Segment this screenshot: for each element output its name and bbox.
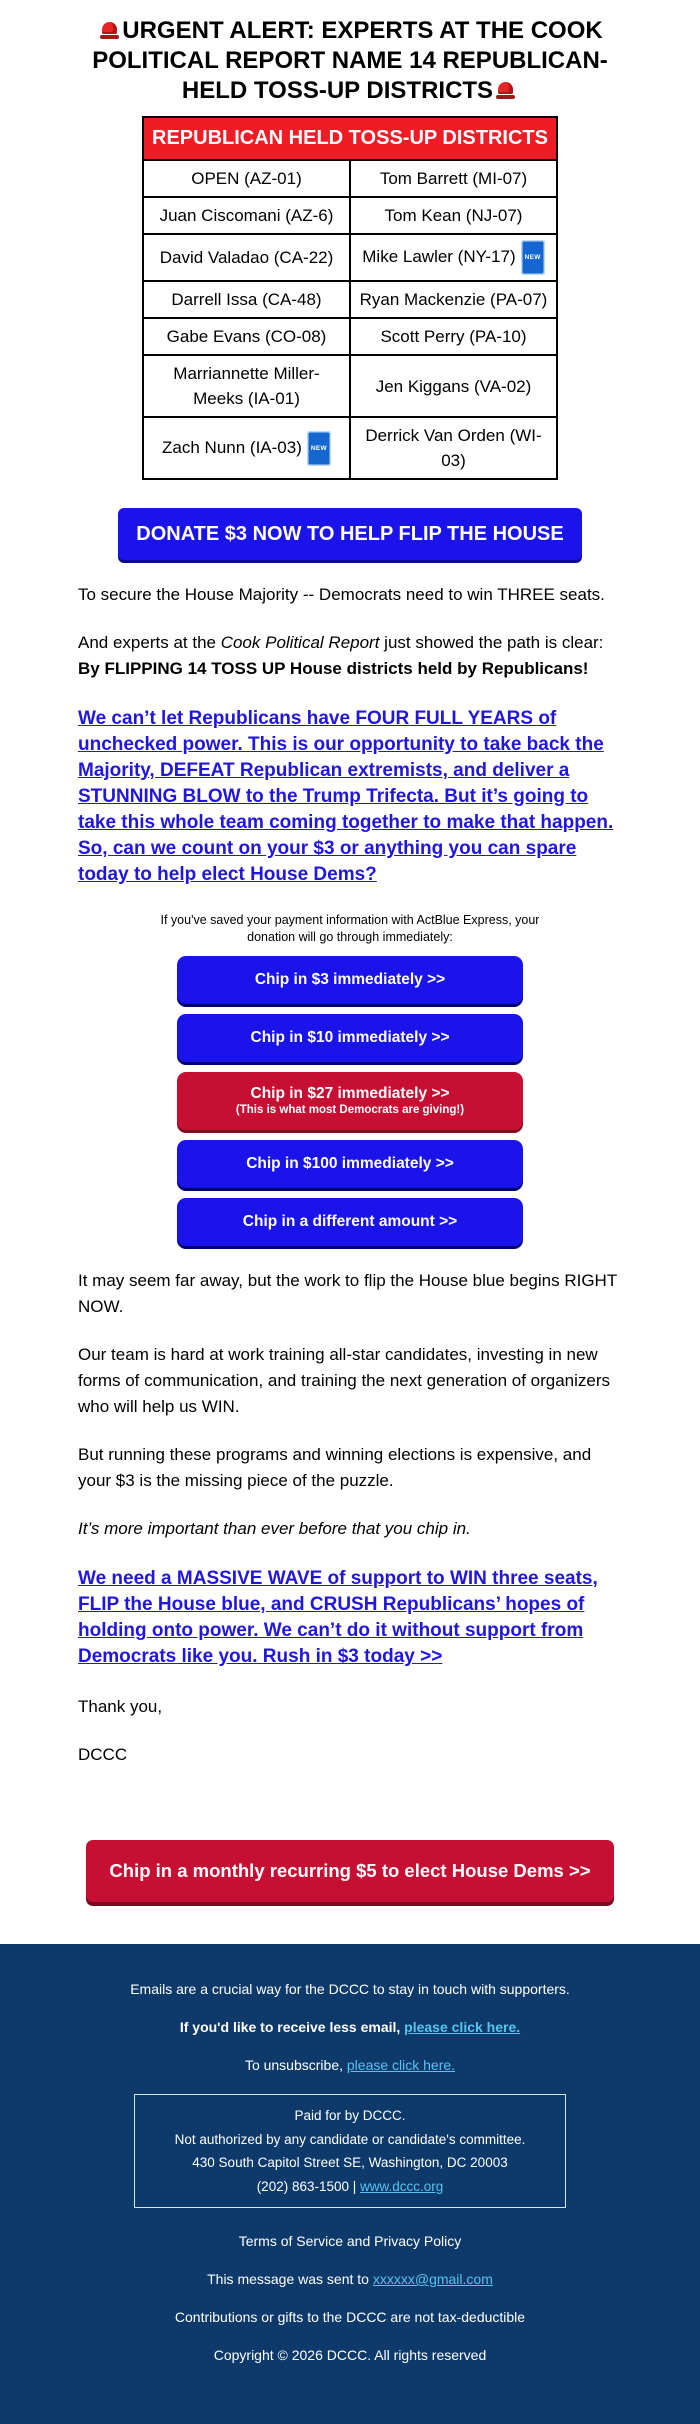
paid-for-line: Paid for by DCCC. [294,2108,406,2123]
chip-in-27-subtext: (This is what most Democrats are giving!) [235,1104,465,1116]
footer [0,1944,700,2424]
chip-in-button-stack [177,956,523,1246]
table-cell [143,417,350,479]
donate-link-paragraph-1[interactable]: We can’t let Republicans have FOUR FULL YEARS of unchecked power. This is our opportunity to take back the Majority, DEFEAT Republican extremists, and deliver a STUNNING BLOW to the Trump Trifecta. But it’s going to take this whole team coming together to make that happen. So, can we count on your $3 or anything you can spare today to help elect House Dems? [78,708,614,885]
table-cell: Tom Barrett (MI-07) [350,160,557,197]
table-cell: Darrell Issa (CA-48) [143,281,350,318]
not-authorized-line: Not authorized by any candidate or candidate's committee. [174,2131,526,2147]
headline-text: URGENT ALERT: EXPERTS AT THE COOK POLITICAL REPORT NAME 14 REPUBLICAN-HELD TOSS-UP DISTRICTS [92,17,608,104]
chip-in-other-amount-button[interactable]: Chip in a different amount >> [177,1198,523,1246]
chip-in-27-button[interactable] [177,1072,523,1130]
chip-in-27-label: Chip in $27 immediately >> [250,1085,450,1102]
table-cell-text: Zach Nunn (IA-03) [162,437,302,457]
footer-unsubscribe-text: To unsubscribe, [244,2057,347,2073]
unsubscribe-link[interactable]: please click here. [346,2057,456,2073]
table-cell: OPEN (AZ-01) [143,160,350,197]
table-cell: David Valadao (CA-22) [143,234,350,281]
footer-copyright-line: Copyright © 2026 DCCC. All rights reserved [213,2347,487,2363]
table-row [143,355,557,417]
table-cell: Scott Perry (PA-10) [350,318,557,355]
table-cell: Ryan Mackenzie (PA-07) [350,281,557,318]
footer-unsubscribe-line [40,2056,660,2075]
sent-to-text: This message was sent to [207,2271,373,2287]
receive-less-email-link[interactable]: please click here. [404,2019,521,2035]
new-badge-icon: NEW [521,240,545,275]
phone-line [143,2175,557,2199]
terms-privacy-link[interactable]: Terms of Service and Privacy Policy [238,2233,462,2249]
paragraph-secure-majority: To secure the House Majority -- Democrats need to win THREE seats. [78,585,605,604]
paragraph-expensive: But running these programs and winning elections is expensive, and your $3 is the missing piece of the puzzle. [78,1445,592,1490]
table-cell: Marriannette Miller-Meeks (IA-01) [143,355,350,417]
headline [78,16,622,106]
table-row [143,197,557,234]
paragraph-experts-pre: And experts at the [78,633,221,652]
paragraph-experts-bold: By FLIPPING 14 TOSS UP House districts held by Republicans! [78,659,589,678]
recipient-email-link[interactable]: xxxxxx@gmail.com [372,2271,493,2287]
monthly-recurring-donate-button[interactable]: Chip in a monthly recurring $5 to elect House Dems >> [86,1840,614,1902]
siren-icon [100,22,119,39]
phone-number: (202) 863-1500 | [256,2178,361,2194]
paragraph-far-away: It may seem far away, but the work to flip the House blue begins RIGHT NOW. [78,1271,617,1316]
footer-sent-to-line [40,2270,660,2289]
table-cell [350,234,557,281]
siren-icon [496,82,515,99]
table-header-row [143,117,557,160]
table-row [143,234,557,281]
paid-for-disclaimer-box [134,2094,566,2208]
new-badge-icon: NEW [307,431,331,466]
footer-less-email-text: If you'd like to receive less email, [179,2019,405,2035]
chip-in-10-button[interactable]: Chip in $10 immediately >> [177,1014,523,1062]
dccc-website-link[interactable]: www.dccc.org [360,2178,444,2194]
table-cell: Gabe Evans (CO-08) [143,318,350,355]
table-cell: Jen Kiggans (VA-02) [350,355,557,417]
chip-in-3-button[interactable]: Chip in $3 immediately >> [177,956,523,1004]
signature-dccc: DCCC [78,1745,128,1764]
table-cell: Tom Kean (NJ-07) [350,197,557,234]
table-cell-text: Mike Lawler (NY-17) [362,246,516,266]
footer-less-email-line [40,2018,660,2037]
table-row [143,281,557,318]
paragraph-experts [78,630,622,682]
donate-3-button[interactable]: DONATE $3 NOW TO HELP FLIP THE HOUSE [118,508,582,560]
cook-political-report-title: Cook Political Report [220,633,380,652]
table-row [143,417,557,479]
table-cell: Derrick Van Orden (WI-03) [350,417,557,479]
chip-in-100-button[interactable]: Chip in $100 immediately >> [177,1140,523,1188]
paragraph-our-team: Our team is hard at work training all-star candidates, investing in new forms of communication, and training the next generation of organizers who will help us WIN. [78,1345,611,1416]
address-line: 430 South Capitol Street SE, Washington, DC 20003 [192,2155,508,2170]
footer-crucial-line: Emails are a crucial way for the DCCC to stay in touch with supporters. [130,1981,570,1997]
footer-terms-line [40,2232,660,2251]
actblue-express-note: If you've saved your payment information with ActBlue Express, your donation will go through immediately: [160,913,540,944]
paragraph-important: It’s more important than ever before that you chip in. [78,1519,471,1538]
paragraph-experts-mid: just showed the path is clear: [379,633,604,652]
table-row [143,160,557,197]
footer-tax-line: Contributions or gifts to the DCCC are not tax-deductible [174,2309,526,2325]
toss-up-districts-table [142,116,558,480]
table-row [143,318,557,355]
thank-you-line: Thank you, [78,1697,163,1716]
donate-link-paragraph-2[interactable]: We need a MASSIVE WAVE of support to WIN three seats, FLIP the House blue, and CRUSH Republicans’ hopes of holding onto power. We can’t do it without support from Democrats like you. Rush in $3 today >> [78,1568,598,1667]
table-cell: Juan Ciscomani (AZ-6) [143,197,350,234]
table-header: REPUBLICAN HELD TOSS-UP DISTRICTS [143,117,557,160]
